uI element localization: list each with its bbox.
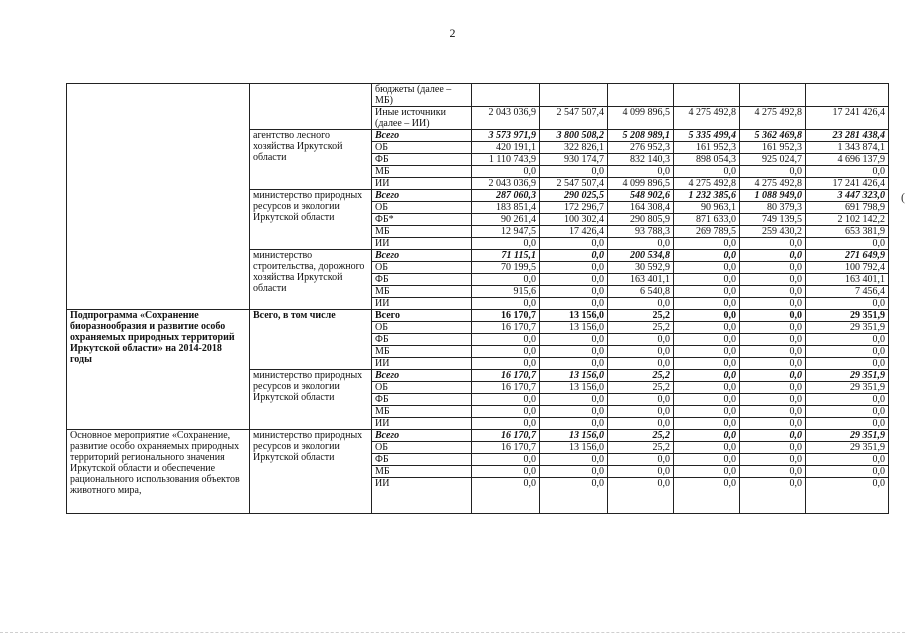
value-cell: 183 851,4 — [472, 202, 540, 214]
value-cell: 0,0 — [540, 454, 608, 466]
value-cell: 0,0 — [540, 418, 608, 430]
margin-mark: ( — [901, 190, 905, 204]
value-cell: 29 351,9 — [806, 322, 889, 334]
value-cell: 16 170,7 — [472, 310, 540, 322]
value-cell: 16 170,7 — [472, 370, 540, 382]
value-cell: 0,0 — [674, 466, 740, 478]
value-cell: 0,0 — [740, 430, 806, 442]
value-cell: 271 649,9 — [806, 250, 889, 262]
value-cell: 12 947,5 — [472, 226, 540, 238]
value-cell: 0,0 — [740, 478, 806, 514]
value-cell: 0,0 — [806, 298, 889, 310]
source-cell: ОБ — [372, 442, 472, 454]
source-cell: бюджеты (далее – МБ) — [372, 84, 472, 107]
value-cell: 5 335 499,4 — [674, 130, 740, 142]
value-cell: 4 275 492,8 — [674, 107, 740, 130]
value-cell: 0,0 — [740, 334, 806, 346]
value-cell: 0,0 — [540, 238, 608, 250]
value-cell: 90 261,4 — [472, 214, 540, 226]
value-cell: 0,0 — [674, 442, 740, 454]
value-cell: 4 275 492,8 — [674, 178, 740, 190]
value-cell: 0,0 — [472, 298, 540, 310]
value-cell: 2 547 507,4 — [540, 107, 608, 130]
value-cell: 4 099 896,5 — [608, 178, 674, 190]
source-cell: ФБ — [372, 454, 472, 466]
value-cell: 0,0 — [608, 334, 674, 346]
value-cell: 6 540,8 — [608, 286, 674, 298]
value-cell: 17 241 426,4 — [806, 178, 889, 190]
source-cell: ФБ — [372, 154, 472, 166]
value-cell: 0,0 — [608, 466, 674, 478]
value-cell: 0,0 — [608, 298, 674, 310]
source-cell: ФБ — [372, 274, 472, 286]
program-cell: Основное мероприятие «Сохранение, развитие особо охраняемых природных территорий регионального значения Иркутской области и обеспечение рационального использования объектов животного мира, — [67, 430, 250, 514]
value-cell: 100 792,4 — [806, 262, 889, 274]
value-cell: 0,0 — [674, 358, 740, 370]
value-cell: 0,0 — [540, 262, 608, 274]
program-cell — [67, 84, 250, 310]
value-cell: 0,0 — [472, 166, 540, 178]
source-cell: ИИ — [372, 418, 472, 430]
value-cell: 7 456,4 — [806, 286, 889, 298]
value-cell: 0,0 — [740, 466, 806, 478]
value-cell: 276 952,3 — [608, 142, 674, 154]
value-cell: 0,0 — [740, 418, 806, 430]
value-cell: 0,0 — [806, 346, 889, 358]
value-cell: 0,0 — [674, 406, 740, 418]
value-cell: 0,0 — [608, 166, 674, 178]
value-cell: 13 156,0 — [540, 430, 608, 442]
value-cell: 2 102 142,2 — [806, 214, 889, 226]
source-cell: Всего — [372, 190, 472, 202]
value-cell: 0,0 — [472, 346, 540, 358]
value-cell: 0,0 — [540, 394, 608, 406]
source-cell: МБ — [372, 406, 472, 418]
value-cell: 0,0 — [608, 418, 674, 430]
value-cell: 0,0 — [740, 370, 806, 382]
value-cell: 0,0 — [674, 346, 740, 358]
value-cell: 0,0 — [540, 250, 608, 262]
value-cell: 25,2 — [608, 370, 674, 382]
source-cell: ОБ — [372, 382, 472, 394]
value-cell: 200 534,8 — [608, 250, 674, 262]
value-cell: 13 156,0 — [540, 370, 608, 382]
value-cell: 16 170,7 — [472, 442, 540, 454]
value-cell: 30 592,9 — [608, 262, 674, 274]
value-cell: 29 351,9 — [806, 430, 889, 442]
value-cell: 17 241 426,4 — [806, 107, 889, 130]
value-cell: 269 789,5 — [674, 226, 740, 238]
executor-cell: министерство природных ресурсов и экологии Иркутской области — [250, 370, 372, 430]
value-cell: 93 788,3 — [608, 226, 674, 238]
value-cell: 0,0 — [674, 250, 740, 262]
value-cell: 0,0 — [740, 322, 806, 334]
value-cell: 13 156,0 — [540, 310, 608, 322]
value-cell: 322 826,1 — [540, 142, 608, 154]
value-cell: 4 275 492,8 — [740, 178, 806, 190]
value-cell: 161 952,3 — [740, 142, 806, 154]
executor-cell: министерство строительства, дорожного хозяйства Иркутской области — [250, 250, 372, 310]
value-cell: 548 902,6 — [608, 190, 674, 202]
value-cell: 0,0 — [608, 358, 674, 370]
value-cell: 70 199,5 — [472, 262, 540, 274]
source-cell: Всего — [372, 250, 472, 262]
source-cell: МБ — [372, 466, 472, 478]
value-cell: 0,0 — [740, 358, 806, 370]
table-row — [67, 84, 889, 107]
value-cell: 420 191,1 — [472, 142, 540, 154]
value-cell: 25,2 — [608, 310, 674, 322]
value-cell: 13 156,0 — [540, 322, 608, 334]
value-cell: 0,0 — [806, 406, 889, 418]
value-cell: 0,0 — [608, 238, 674, 250]
value-cell: 90 963,1 — [674, 202, 740, 214]
value-cell: 0,0 — [608, 478, 674, 514]
page-bottom-rule — [0, 632, 905, 633]
value-cell: 3 800 508,2 — [540, 130, 608, 142]
value-cell: 0,0 — [674, 478, 740, 514]
value-cell: 0,0 — [540, 286, 608, 298]
value-cell: 0,0 — [540, 166, 608, 178]
value-cell: 25,2 — [608, 322, 674, 334]
source-cell: ИИ — [372, 178, 472, 190]
source-cell: ОБ — [372, 142, 472, 154]
source-cell: Всего — [372, 130, 472, 142]
source-cell: ФБ — [372, 334, 472, 346]
value-cell: 29 351,9 — [806, 370, 889, 382]
value-cell: 4 275 492,8 — [740, 107, 806, 130]
value-cell: 290 025,5 — [540, 190, 608, 202]
value-cell: 25,2 — [608, 382, 674, 394]
value-cell: 0,0 — [740, 238, 806, 250]
source-cell: Всего — [372, 370, 472, 382]
value-cell: 0,0 — [608, 346, 674, 358]
source-cell: ОБ — [372, 202, 472, 214]
value-cell: 163 401,1 — [608, 274, 674, 286]
value-cell: 161 952,3 — [674, 142, 740, 154]
value-cell: 0,0 — [674, 430, 740, 442]
value-cell: 172 296,7 — [540, 202, 608, 214]
value-cell: 0,0 — [674, 298, 740, 310]
table-row — [67, 430, 889, 442]
value-cell: 0,0 — [472, 466, 540, 478]
value-cell: 0,0 — [472, 358, 540, 370]
value-cell: 0,0 — [472, 478, 540, 514]
value-cell: 1 343 874,1 — [806, 142, 889, 154]
value-cell: 0,0 — [540, 334, 608, 346]
source-cell: МБ — [372, 226, 472, 238]
value-cell: 930 174,7 — [540, 154, 608, 166]
value-cell: 0,0 — [540, 478, 608, 514]
value-cell: 0,0 — [608, 454, 674, 466]
value-cell: 0,0 — [674, 382, 740, 394]
value-cell: 16 170,7 — [472, 322, 540, 334]
source-cell: ОБ — [372, 262, 472, 274]
source-cell: Всего — [372, 430, 472, 442]
value-cell: 0,0 — [608, 406, 674, 418]
value-cell: 0,0 — [674, 334, 740, 346]
value-cell — [806, 84, 889, 107]
value-cell: 1 088 949,0 — [740, 190, 806, 202]
value-cell: 29 351,9 — [806, 442, 889, 454]
value-cell: 0,0 — [674, 394, 740, 406]
value-cell: 1 110 743,9 — [472, 154, 540, 166]
value-cell: 0,0 — [540, 358, 608, 370]
value-cell: 0,0 — [472, 406, 540, 418]
source-cell: ИИ — [372, 478, 472, 514]
value-cell — [472, 84, 540, 107]
value-cell: 0,0 — [472, 394, 540, 406]
value-cell: 3 573 971,9 — [472, 130, 540, 142]
value-cell: 16 170,7 — [472, 382, 540, 394]
table-row — [67, 310, 889, 322]
source-cell: МБ — [372, 286, 472, 298]
value-cell: 16 170,7 — [472, 430, 540, 442]
value-cell — [674, 84, 740, 107]
value-cell: 0,0 — [540, 298, 608, 310]
value-cell: 287 060,3 — [472, 190, 540, 202]
value-cell: 13 156,0 — [540, 442, 608, 454]
value-cell: 0,0 — [740, 286, 806, 298]
value-cell: 25,2 — [608, 430, 674, 442]
value-cell: 259 430,2 — [740, 226, 806, 238]
value-cell: 0,0 — [806, 418, 889, 430]
value-cell: 898 054,3 — [674, 154, 740, 166]
value-cell: 0,0 — [472, 454, 540, 466]
value-cell: 0,0 — [674, 286, 740, 298]
value-cell: 0,0 — [472, 334, 540, 346]
value-cell: 23 281 438,4 — [806, 130, 889, 142]
value-cell: 2 547 507,4 — [540, 178, 608, 190]
value-cell: 100 302,4 — [540, 214, 608, 226]
value-cell: 71 115,1 — [472, 250, 540, 262]
source-cell: ИИ — [372, 238, 472, 250]
source-cell: МБ — [372, 166, 472, 178]
value-cell: 0,0 — [674, 166, 740, 178]
source-cell: Всего — [372, 310, 472, 322]
value-cell: 0,0 — [472, 274, 540, 286]
value-cell: 0,0 — [740, 250, 806, 262]
value-cell: 0,0 — [740, 454, 806, 466]
value-cell: 5 362 469,8 — [740, 130, 806, 142]
value-cell: 2 043 036,9 — [472, 107, 540, 130]
source-cell: ОБ — [372, 322, 472, 334]
value-cell: 0,0 — [806, 358, 889, 370]
value-cell: 0,0 — [674, 238, 740, 250]
value-cell — [540, 84, 608, 107]
value-cell: 0,0 — [740, 406, 806, 418]
value-cell: 0,0 — [674, 418, 740, 430]
value-cell: 925 024,7 — [740, 154, 806, 166]
value-cell: 0,0 — [740, 394, 806, 406]
source-cell: МБ — [372, 346, 472, 358]
value-cell: 871 633,0 — [674, 214, 740, 226]
value-cell: 164 308,4 — [608, 202, 674, 214]
value-cell: 0,0 — [674, 322, 740, 334]
value-cell: 0,0 — [674, 454, 740, 466]
value-cell: 0,0 — [674, 370, 740, 382]
value-cell: 0,0 — [740, 310, 806, 322]
value-cell: 0,0 — [740, 166, 806, 178]
value-cell: 915,6 — [472, 286, 540, 298]
value-cell: 0,0 — [674, 262, 740, 274]
program-cell: Подпрограмма «Сохранение биоразнообразия и развитие особо охраняемых природных территорий Иркутской области» на 2014-2018 годы — [67, 310, 250, 430]
value-cell: 80 379,3 — [740, 202, 806, 214]
executor-cell: агентство лесного хозяйства Иркутской области — [250, 130, 372, 190]
value-cell: 0,0 — [608, 394, 674, 406]
value-cell: 0,0 — [472, 238, 540, 250]
value-cell: 25,2 — [608, 442, 674, 454]
value-cell: 0,0 — [806, 454, 889, 466]
source-cell: ИИ — [372, 358, 472, 370]
value-cell: 749 139,5 — [740, 214, 806, 226]
value-cell: 0,0 — [674, 274, 740, 286]
value-cell: 0,0 — [806, 466, 889, 478]
value-cell: 0,0 — [806, 334, 889, 346]
value-cell: 0,0 — [806, 478, 889, 514]
value-cell: 290 805,9 — [608, 214, 674, 226]
value-cell — [608, 84, 674, 107]
executor-cell — [250, 84, 372, 130]
source-cell: ФБ — [372, 394, 472, 406]
value-cell: 0,0 — [540, 406, 608, 418]
executor-cell: министерство природных ресурсов и экологии Иркутской области — [250, 190, 372, 250]
value-cell: 13 156,0 — [540, 382, 608, 394]
value-cell: 0,0 — [674, 310, 740, 322]
source-cell: ИИ — [372, 298, 472, 310]
value-cell: 0,0 — [740, 382, 806, 394]
value-cell: 0,0 — [740, 298, 806, 310]
executor-cell: министерство природных ресурсов и экологии Иркутской области — [250, 430, 372, 514]
value-cell: 163 401,1 — [806, 274, 889, 286]
value-cell — [740, 84, 806, 107]
value-cell: 29 351,9 — [806, 310, 889, 322]
value-cell: 3 447 323,0 — [806, 190, 889, 202]
budget-table — [66, 83, 889, 514]
value-cell: 691 798,9 — [806, 202, 889, 214]
value-cell: 4 696 137,9 — [806, 154, 889, 166]
value-cell: 0,0 — [806, 394, 889, 406]
value-cell: 0,0 — [806, 166, 889, 178]
value-cell: 1 232 385,6 — [674, 190, 740, 202]
value-cell: 0,0 — [740, 262, 806, 274]
value-cell: 5 208 989,1 — [608, 130, 674, 142]
value-cell: 0,0 — [740, 442, 806, 454]
value-cell: 0,0 — [540, 274, 608, 286]
value-cell: 4 099 896,5 — [608, 107, 674, 130]
value-cell: 0,0 — [540, 346, 608, 358]
value-cell: 832 140,3 — [608, 154, 674, 166]
value-cell: 0,0 — [540, 466, 608, 478]
value-cell: 0,0 — [740, 274, 806, 286]
value-cell: 0,0 — [472, 418, 540, 430]
value-cell: 2 043 036,9 — [472, 178, 540, 190]
value-cell: 653 381,9 — [806, 226, 889, 238]
executor-cell: Всего, в том числе — [250, 310, 372, 370]
source-cell: ФБ* — [372, 214, 472, 226]
value-cell: 29 351,9 — [806, 382, 889, 394]
value-cell: 0,0 — [806, 238, 889, 250]
source-cell: Иные источники (далее – ИИ) — [372, 107, 472, 130]
value-cell: 17 426,4 — [540, 226, 608, 238]
value-cell: 0,0 — [740, 346, 806, 358]
page-number: 2 — [449, 26, 456, 40]
